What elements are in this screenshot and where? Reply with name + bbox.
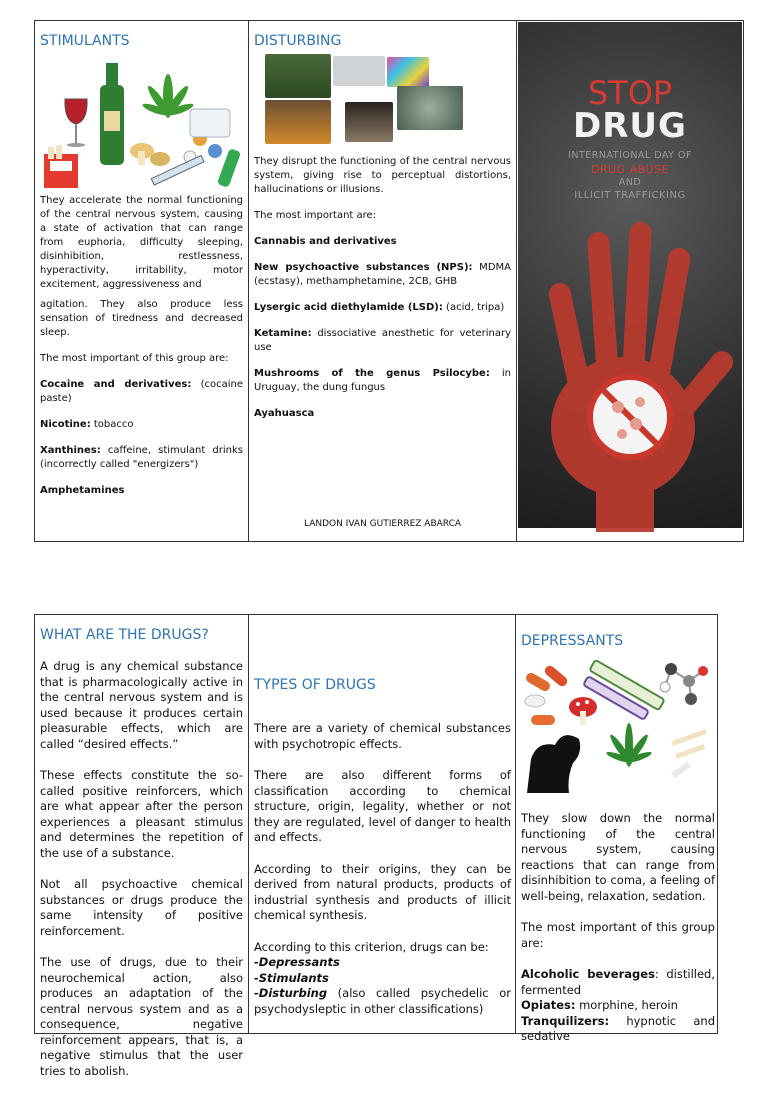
list-item: Cocaine and derivatives: (cocaine paste)	[40, 379, 243, 404]
collage-photo	[265, 54, 331, 98]
disturbing-heading: DISTURBING	[254, 33, 342, 49]
list-item: -Disturbing (also called psychedelic or psychodysleptic in other classifications)	[254, 986, 511, 1016]
list-item: Tranquilizers: hypnotic and sedative	[521, 1013, 715, 1043]
poster-stop-text: STOP	[587, 74, 673, 112]
types-paragraph: According to their origins, they can be derived from natural products, products of industrial synthesis and products of illicit chemical synthesis.	[254, 861, 511, 922]
disturbing-column	[248, 21, 516, 541]
depressants-heading: DEPRESSANTS	[521, 633, 624, 649]
types-of-drugs-heading: TYPES OF DRUGS	[254, 677, 376, 693]
stimulants-paragraph: agitation. They also produce less sensation of tiredness and decreased sleep.	[40, 299, 243, 338]
stimulants-paragraph: The most important of this group are:	[40, 353, 229, 364]
poster-column	[516, 21, 745, 541]
what-paragraph: The use of drugs, due to their neurochemical action, also produces an adaptation of the central nervous system and as a consequence, negative reinforcement appears, that is, a negative stimulus that the user tries to abolish.	[40, 955, 243, 1078]
depressants-column	[515, 615, 719, 1043]
stimulants-heading: STIMULANTS	[40, 33, 130, 49]
what-are-drugs-heading: WHAT ARE THE DRUGS?	[40, 627, 209, 643]
collage-photo	[265, 100, 331, 144]
collage-photo	[345, 102, 393, 142]
stimulants-column	[35, 21, 248, 541]
list-item: Ketamine: dissociative anesthetic for veterinary use	[254, 328, 511, 353]
list-item: Mushrooms of the genus Psilocybe: in Uruguay, the dung fungus	[254, 368, 511, 393]
collage-photo	[387, 57, 429, 87]
types-paragraph: There are a variety of chemical substances with psychotropic effects.	[254, 721, 511, 751]
collage-photo	[333, 56, 385, 86]
stimulants-paragraph: They accelerate the normal functioning of the central nervous system, causing a state of activation that can range from euphoria, difficulty sleeping, disinhibition, restlessness, hyperactivity, irritability, motor excitement, aggressiveness and	[40, 195, 243, 290]
what-paragraph: These effects constitute the so-called positive reinforcers, which are what appear after the person experiences a pleasant stimulus and determines the repetition of the use of a substance.	[40, 768, 243, 860]
types-of-drugs-column	[248, 615, 515, 1033]
list-item: Lysergic acid diethylamide (LSD): (acid, tripa)	[254, 302, 505, 313]
types-paragraph: According to this criterion, drugs can be:	[254, 939, 489, 954]
stop-drug-poster	[518, 22, 742, 528]
poster-drug-text: DRUG	[573, 106, 687, 146]
what-are-drugs-column	[35, 615, 248, 1078]
what-paragraph: Not all psychoactive chemical substances or drugs produce the same intensity of positive reinforcement.	[40, 877, 243, 938]
author-name: LANDON IVAN GUTIERREZ ABARCA	[303, 519, 462, 529]
list-item: Cannabis and derivatives	[254, 236, 397, 247]
disturbing-paragraph: The most important are:	[254, 210, 377, 221]
list-item: -Depressants	[254, 955, 340, 969]
list-item: Alcoholic beverages: distilled, fermented	[521, 967, 715, 997]
depressants-paragraph: They slow down the normal functioning of the central nervous system, causing reactions that can range from disinhibition to coma, a feeling of well-being, relaxation, sedation.	[521, 811, 715, 903]
depressants-illustration	[521, 657, 715, 793]
types-paragraph: There are also different forms of classification according to chemical structure, origin, legality, whether or not they are regulated, level of danger to health and effects.	[254, 768, 511, 844]
poster-subtitle: AND	[618, 177, 642, 188]
brochure-outside-panel	[34, 20, 744, 542]
list-item: New psychoactive substances (NPS): MDMA (ecstasy), methamphetamine, 2CB, GHB	[254, 262, 511, 287]
what-paragraph: A drug is any chemical substance that is pharmacologically active in the central nervous system and is used because it produces certain pleasurable effects, which are called “desired effects.”	[40, 659, 243, 751]
depressants-body	[521, 811, 715, 1045]
list-item: Opiates: morphine, heroin	[521, 998, 678, 1012]
stimulants-body	[40, 194, 243, 510]
poster-subtitle: INTERNATIONAL DAY OF	[568, 150, 692, 161]
disturbing-paragraph: They disrupt the functioning of the central nervous system, giving rise to perceptual distortions, hallucinations or illusions.	[254, 156, 511, 195]
what-are-drugs-body	[40, 659, 243, 1095]
types-of-drugs-body	[254, 721, 511, 1017]
brochure-inside-panel	[34, 614, 718, 1078]
list-item: Amphetamines	[40, 485, 125, 496]
poster-subtitle: ILLICIT TRAFFICKING	[574, 190, 686, 201]
list-item: Ayahuasca	[254, 408, 315, 419]
stimulants-illustration	[40, 59, 243, 191]
collage-photo	[397, 86, 463, 130]
red-hand-icon	[518, 212, 742, 532]
list-item: -Stimulants	[254, 970, 329, 985]
disturbing-body	[254, 155, 511, 433]
list-item: Xanthines: caffeine, stimulant drinks (incorrectly called "energizers")	[40, 445, 243, 470]
disturbing-collage	[265, 54, 465, 144]
depressants-paragraph: The most important of this group are:	[521, 920, 715, 950]
list-item: Nicotine: tobacco	[40, 419, 134, 430]
poster-subtitle: DRUG ABUSE	[590, 163, 670, 176]
